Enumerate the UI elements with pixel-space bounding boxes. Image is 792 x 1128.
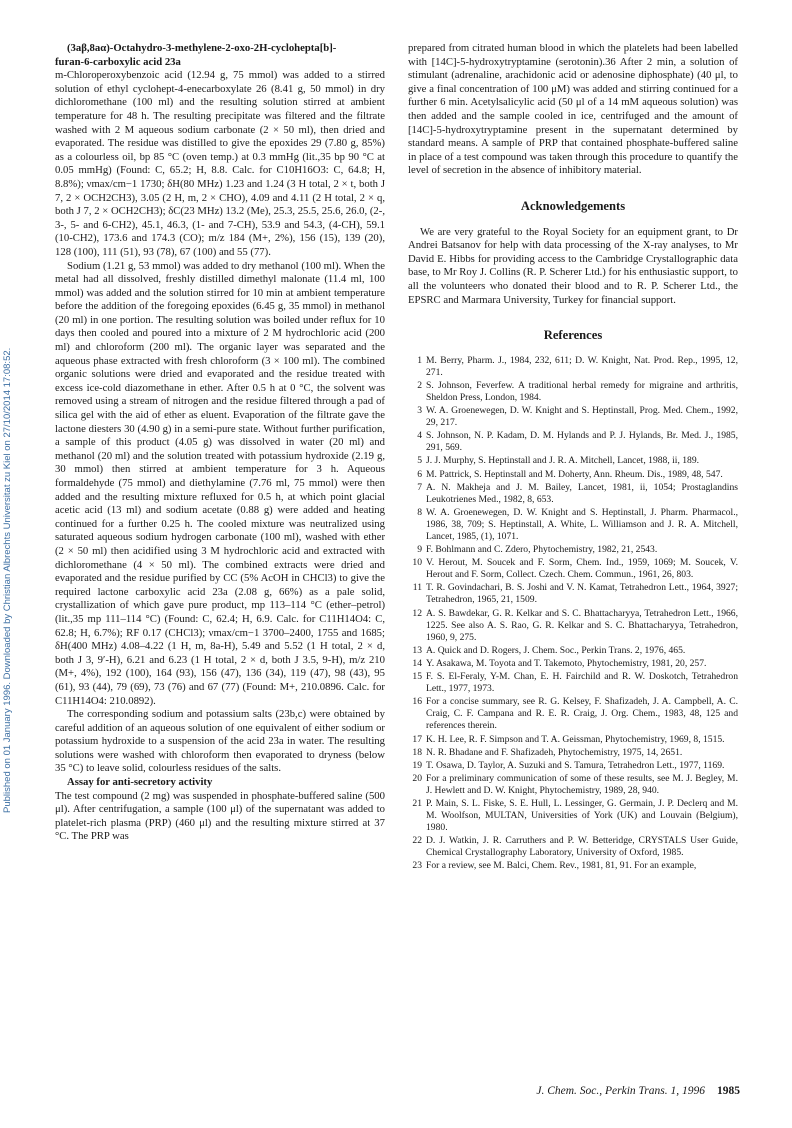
reference-item xyxy=(408,482,738,506)
assay-heading: Assay for anti-secretory activity xyxy=(67,776,213,789)
reference-number: 8 xyxy=(417,506,422,518)
paragraph-epoxidation: m-Chloroperoxybenzoic acid (12.94 g, 75 mmol) was added to a stirred solution of ethyl cyclohept-4-enecarboxylate 26 (8.41 g, 50 mmol) in dry dichloromethane (100 ml) and the resulting solution stirred at ambient temperature for 48 h. The resulting precipitate was filtered and the filtrate washed with 2 M aqueous sodium carbonate (2 × 50 ml), then dried and evaporated. The residue was distilled to give the epoxides 29 (7.80 g, 85%) as a colourless oil, bp 85 °C (oven temp.) at 0.3 mmHg (lit.,35 bp 90 °C at 0.05 mmHg) (Found: C, 65.2; H, 8.8. Calc. for C10H16O3: C, 64.8; H, 8.8%); νmax/cm−1 1730; δH(80 MHz) 1.23 and 1.24 (3 H total, 2 × t, both J 7, 2 × OCH2CH3), 3.05 (2 H, m, 2 × CHO), 4.09 and 4.11 (2 H total, 2 × q, both J 7, 2 × OCH2CH3); δC(23 MHz) 13.2 (Me), 25.3, 25.5, 25.6, 26.0, (2-, 3-, 5- and 6-CH2), 45.1, 46.3, (1- and 7-CH), 53.9 and 54.3, (4-CH), 59.1 (10-CH2), 173.6 and 174.3 (CO); m/z 184 (M+, 2%), 156 (15), 139 (20), 128 (100), 111 (51), 93 (78), 67 (100) and 55 (77). xyxy=(55,69,385,258)
reference-text: For a review, see M. Balci, Chem. Rev., 1981, 81, 91. For an example, xyxy=(426,860,697,872)
reference-number: 11 xyxy=(412,582,422,594)
reference-text: D. J. Watkin, J. R. Carruthers and P. W. Betteridge, CRYSTALS User Guide, Chemical Crystallography Laboratory, University of Oxford, 1985. xyxy=(426,835,738,859)
reference-number: 2 xyxy=(417,379,422,391)
reference-number: 17 xyxy=(412,733,422,745)
reference-text: T. Osawa, D. Taylor, A. Suzuki and S. Tamura, Tetrahedron Lett., 1977, 1169. xyxy=(426,759,725,771)
reference-number: 14 xyxy=(412,657,422,669)
reference-text: P. Main, S. L. Fiske, S. E. Hull, L. Lessinger, G. Germain, J. P. Declerq and M. M. Woolfson, MULTAN, Universities of York (UK) and Louvain (Belgium), 1980. xyxy=(426,797,738,834)
reference-text: V. Herout, M. Soucek and F. Sorm, Chem. Ind., 1959, 1069; M. Soucek, V. Herout and F. Sorm, Collect. Czech. Chem. Commun., 1961, 26, 803. xyxy=(426,557,738,581)
reference-item xyxy=(408,455,738,467)
download-watermark: Published on 01 January 1996. Downloaded by Christian Albrechts Universitat zu Kiel on 27/10/2014 17:08:52. xyxy=(2,347,13,813)
reference-text: N. R. Bhadane and F. Shafizadeh, Phytochemistry, 1975, 14, 2651. xyxy=(426,746,683,758)
paragraph-assay: The test compound (2 mg) was suspended in phosphate-buffered saline (500 μl). After centrifugation, a sample (100 μl) of the supernatant was added to platelet-rich plasma (PRP) (460 μl) and the resulting mixture stirred at 37 °C. The PRP was xyxy=(55,789,385,843)
reference-text: A. Quick and D. Rogers, J. Chem. Soc., Perkin Trans. 2, 1976, 465. xyxy=(426,644,686,656)
paragraph-malonate: Sodium (1.21 g, 53 mmol) was added to dry methanol (100 ml). When the metal had all dissolved, freshly distilled dimethyl malonate (11.4 ml, 100 mmol) was added and the solution stirred for 10 min at ambient temperature before the addition of the foregoing epoxides (6.45 g, 35 mmol) in methanol (20 ml) in one portion. The resulting solution was boiled under reflux for 10 days then cooled and poured into a mixture of 2 M hydrochloric acid (200 ml) and chloroform (200 ml). The organic layer was separated and the aqueous phase extracted with fresh chloroform (3 × 100 ml). The combined organic solutions were dried and evaporated and the residue treated with excess ice-cold diazomethane in ether. After 0.5 h at 0 °C, the solvent was removed using a stream of nitrogen and the residue filtered through a pad of silica gel with the aid of ether as eluent. Evaporation of the filtrate gave the lactone diesters 30 (4.90 g) in a semi-pure state. Without further purification, a sample of this product (4.05 g) was dissolved in water (20 ml) and methanol (20 ml) and the solution treated with potassium hydroxide (2.19 g, 30 mmol) then stirred at ambient temperature for 3 h. Aqueous formaldehyde (75 mmol) and diethylamine (7.76 ml, 75 mmol) were then added and the resulting mixture refluxed for 0.5 h, at which point glacial acetic acid (13 ml) and sodium acetate (0.88 g) were added and heating continued for a further 0.25 h. The cooled mixture was neutralized using saturated aqueous sodium hydrogen carbonate (100 ml), washed with ether (2 × 50 ml) then acidified using 3 M hydrochloric acid and extracted with dichloromethane (4 × 50 ml). The combined extracts were dried and evaporated and the residue purified by CC (5% AcOH in CHCl3) to give the required lactone carboxylic acid 23a (2.08 g, 66%) as a pale solid, crystallization of which gave pure product, mp 113–114 °C (ether–petrol) (lit.,35 mp 111–114 °C) (Found: C, 62.4; H, 6.9. Calc. for C11H14O4: C, 62.8; H, 6.7%); RF 0.17 (CHCl3); νmax/cm−1 3700–2400, 1755 and 1685; δH(400 MHz) 4.08–4.22 (1 H, m, 8a-H), 5.49 and 5.52 (1 H total, 2 × d, both J 3, 9′-H), 6.21 and 6.23 (1 H total, 2 × d, both J 3.5, 9-H), m/z 210 (M+, 4%), 192 (100), 164 (93), 156 (47), 136 (34), 119 (47), 98 (43), 95 (61), 93 (44), 79 (69), 73 (76) and 67 (77) (Found: M+, 210.0896. Calc. for C11H14O4: 210.0892). xyxy=(55,259,385,707)
reference-number: 4 xyxy=(417,430,422,442)
reference-number: 7 xyxy=(417,481,422,493)
reference-item xyxy=(408,544,738,556)
journal-citation: J. Chem. Soc., Perkin Trans. 1, 1996 xyxy=(536,1085,705,1097)
reference-item xyxy=(408,355,738,379)
reference-text: A. N. Makheja and J. M. Bailey, Lancet, 1981, ii, 1054; Prostaglandins Leukotrienes Med., 1982, 8, 653. xyxy=(426,481,738,505)
reference-number: 21 xyxy=(412,797,422,809)
reference-number: 16 xyxy=(412,696,422,708)
reference-number: 13 xyxy=(412,644,422,656)
reference-item xyxy=(408,430,738,454)
reference-number: 9 xyxy=(417,544,422,556)
reference-text: W. A. Groenewegen, D. W. Knight and S. Heptinstall, J. Pharm. Pharmacol., 1986, 38, 709; S. Heptinstall, A. White, L. Williamson and J. R. A. Mitchell, Lancet, 1985, (1), 1071. xyxy=(426,506,738,542)
reference-text: S. Johnson, Feverfew. A traditional herbal remedy for migraine and arthritis, Sheldon Press, London, 1984. xyxy=(426,379,738,403)
reference-number: 23 xyxy=(412,860,422,872)
reference-item xyxy=(408,582,738,606)
reference-number: 6 xyxy=(417,468,422,480)
reference-text: J. J. Murphy, S. Heptinstall and J. R. A. Mitchell, Lancet, 1988, ii, 189. xyxy=(426,455,700,467)
reference-text: For a preliminary communication of some of these results, see M. J. Begley, M. J. Hewlett and D. W. Knight, Phytochemistry, 1989, 28, 940. xyxy=(426,772,738,796)
reference-text: F. Bohlmann and C. Zdero, Phytochemistry, 1982, 21, 2543. xyxy=(426,544,658,556)
reference-text: T. R. Govindachari, B. S. Joshi and V. N. Kamat, Tetrahedron Lett., 1964, 3927; Tetrahedron, 1965, 21, 1509. xyxy=(426,582,738,606)
reference-number: 15 xyxy=(412,671,422,683)
reference-number: 3 xyxy=(417,405,422,417)
reference-number: 20 xyxy=(412,772,422,784)
reference-item xyxy=(408,760,738,772)
reference-item xyxy=(408,645,738,657)
reference-item xyxy=(408,469,738,481)
reference-item xyxy=(408,405,738,429)
right-column xyxy=(408,42,738,874)
reference-number: 18 xyxy=(412,746,422,758)
reference-item xyxy=(408,734,738,746)
reference-number: 19 xyxy=(412,759,422,771)
reference-item xyxy=(408,773,738,797)
reference-item xyxy=(408,671,738,695)
reference-number: 12 xyxy=(412,607,422,619)
reference-text: S. Johnson, N. P. Kadam, D. M. Hylands and P. J. Hylands, Br. Med. J., 1985, 291, 569. xyxy=(426,430,738,454)
reference-item xyxy=(408,380,738,404)
reference-item xyxy=(408,658,738,670)
reference-number: 5 xyxy=(417,455,422,467)
paragraph-assay-continued: prepared from citrated human blood in which the platelets had been labelled with [14C]-5-hydroxytryptamine (serotonin).36 After 2 min, a solution of stimulant (adrenaline, arachidonic acid or adenosine diphosphate) (40 μl, to give a final concentration of 100 μM) was added and stirring continued for a further 6 min. Acetylsalicylic acid (50 μl of a 14 mM aqueous solution) was then added and the sample cooled in ice, centrifuged and the amount of [14C]-5-hydroxytryptamine present in the supernatant determined by standard means. A sample of PRP that contained phosphate-buffered saline in place of a test compound was taken through this procedure to quantify the level of secretion in the absence of inhibitory material. xyxy=(408,42,738,177)
references-heading: References xyxy=(543,328,603,343)
reference-text: For a concise summary, see R. G. Kelsey, F. Shafizadeh, J. A. Campbell, A. C. Craig, C. F. Campana and R. E. R. Craig, J. Org. Chem., 1983, 48, 125 and references therein. xyxy=(426,696,738,732)
reference-item xyxy=(408,860,738,872)
reference-item xyxy=(408,835,738,859)
paragraph-salts: The corresponding sodium and potassium salts (23b,c) were obtained by careful addition of an aqueous solution of one equivalent of either sodium or potassium hydroxide to a suspension of the acid 23a in water. The resulting solutions were washed with chloroform then evaporated to dryness (below 35 °C) to leave solid, colourless residues of the salts. xyxy=(55,708,385,775)
acknowledgements-heading: Acknowledgements xyxy=(520,198,626,213)
reference-item xyxy=(408,507,738,543)
compound-heading: (3aβ,8aα)-Octahydro-3-methylene-2-oxo-2H-cyclohepta[b]- furan-6-carboxylic acid 23a xyxy=(55,42,337,68)
reference-item xyxy=(408,747,738,759)
reference-text: W. A. Groenewegen, D. W. Knight and S. Heptinstall, Prog. Med. Chem., 1992, 29, 217. xyxy=(426,405,738,429)
page-footer xyxy=(470,1085,740,1097)
reference-number: 22 xyxy=(412,835,422,847)
page-number: 1985 xyxy=(717,1085,740,1097)
reference-number: 10 xyxy=(412,557,422,569)
reference-item xyxy=(408,798,738,834)
reference-text: M. Pattrick, S. Heptinstall and M. Doherty, Ann. Rheum. Dis., 1989, 48, 547. xyxy=(426,468,723,480)
acknowledgements-text: We are very grateful to the Royal Society for an equipment grant, to Dr Andrei Batsanov for help with data processing of the X-ray analyses, to Mr David E. Hibbs for providing access to the Cambridge Crystallographic data base, to Mr Roy J. Collins (R. P. Scherer Ltd.) for his enthusiastic support, to all the volunteers who donated their blood and to R. P. Scherer Ltd., the EPSRC and Marmara University, Turkey for financial support. xyxy=(408,225,738,306)
reference-text: A. S. Bawdekar, G. R. Kelkar and S. C. Bhattacharyya, Tetrahedron Lett., 1966, 1225. See also A. S. Rao, G. R. Kelkar and S. C. Bhattacharyya, Tetrahedron, 1960, 9, 275. xyxy=(426,607,738,643)
reference-text: F. S. El-Feraly, Y-M. Chan, E. H. Fairchild and R. W. Doskotch, Tetrahedron Lett., 1977, 1973. xyxy=(426,671,738,695)
left-column xyxy=(55,42,385,844)
references-list xyxy=(408,355,738,873)
reference-text: M. Berry, Pharm. J., 1984, 232, 611; D. W. Knight, Nat. Prod. Rep., 1995, 12, 271. xyxy=(426,354,738,378)
reference-text: K. H. Lee, R. F. Simpson and T. A. Geissman, Phytochemistry, 1969, 8, 1515. xyxy=(426,733,725,745)
reference-text: Y. Asakawa, M. Toyota and T. Takemoto, Phytochemistry, 1981, 20, 257. xyxy=(426,657,707,669)
reference-item xyxy=(408,608,738,644)
reference-number: 1 xyxy=(417,354,422,366)
reference-item xyxy=(408,696,738,732)
reference-item xyxy=(408,557,738,581)
